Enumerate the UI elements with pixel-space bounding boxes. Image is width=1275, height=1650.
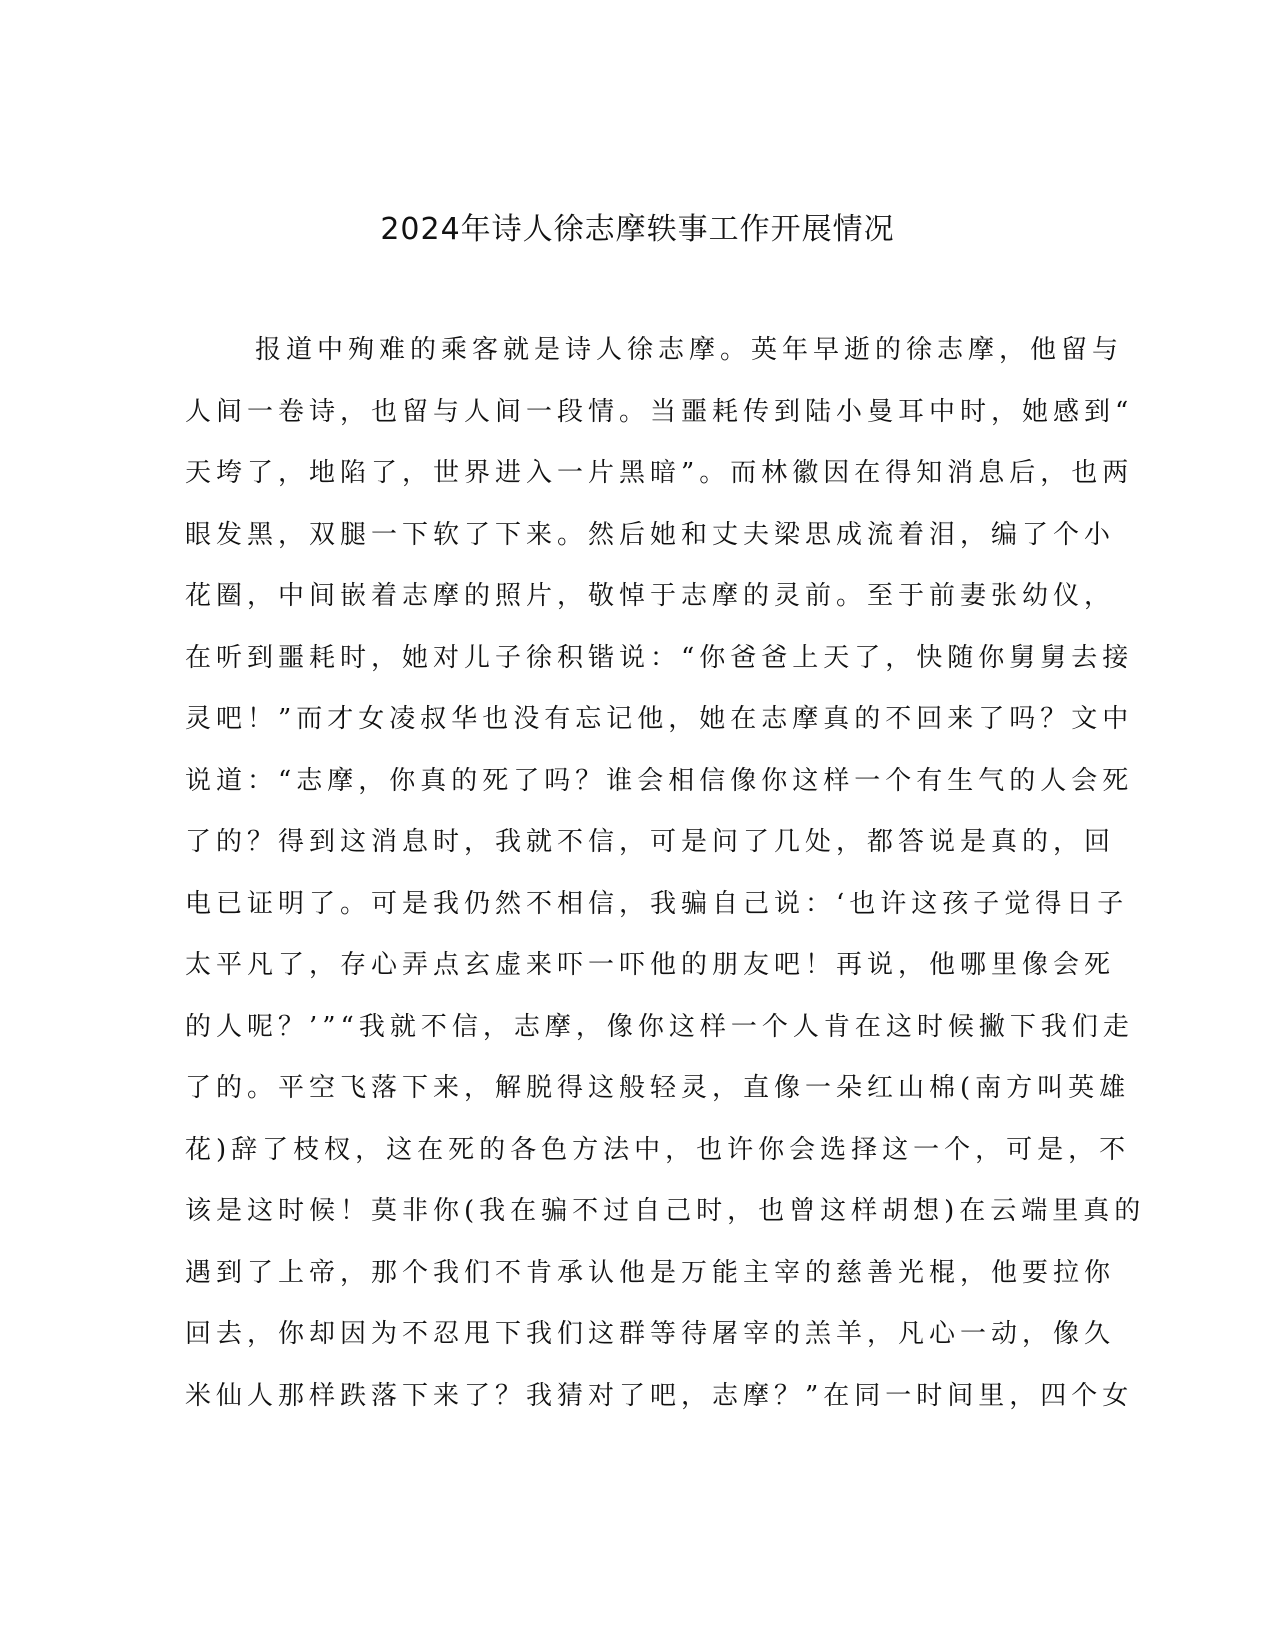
text-line: 在听到噩耗时，她对儿子徐积锴说：“你爸爸上天了，快随你舅舅去接	[185, 642, 1134, 673]
text-line: 的人呢？’”“我就不信，志摩，像你这样一个人肯在这时候撇下我们走	[185, 1011, 1134, 1042]
text-line: 说道：“志摩，你真的死了吗？谁会相信像你这样一个有生气的人会死	[185, 765, 1134, 796]
text-line: 回去，你却因为不忍甩下我们这群等待屠宰的羔羊，凡心一动，像久	[185, 1319, 1116, 1349]
text-line: 报道中殉难的乘客就是诗人徐志摩。英年早逝的徐志摩，他留与	[255, 335, 1124, 365]
text-line: 太平凡了，存心弄点玄虚来吓一吓他的朋友吧！再说，他哪里像会死	[185, 950, 1116, 980]
text-line: 眼发黑，双腿一下软了下来。然后她和丈夫梁思成流着泪，编了个小	[185, 519, 1116, 550]
text-line: 了的？得到这消息时，我就不信，可是问了几处，都答说是真的，回	[185, 827, 1116, 857]
text-line: 花圈，中间嵌着志摩的照片，敬悼于志摩的灵前。至于前妻张幼仪，	[185, 581, 1116, 611]
text-line: 灵吧！”而才女凌叔华也没有忘记他，她在志摩真的不回来了吗？文中	[185, 704, 1134, 734]
text-line: 遇到了上帝，那个我们不肯承认他是万能主宰的慈善光棍，他要拉你	[185, 1257, 1116, 1288]
text-line: 花)辞了枝杈，这在死的各色方法中，也许你会选择这一个，可是，不	[185, 1134, 1131, 1165]
page-title: 2024年诗人徐志摩轶事工作开展情况	[380, 212, 895, 247]
text-line: 电已证明了。可是我仍然不相信，我骗自己说：‘也许这孩子觉得日子	[185, 888, 1129, 919]
text-line: 该是这时候！莫非你(我在骗不过自己时，也曾这样胡想)在云端里真的	[185, 1196, 1146, 1226]
body-paragraph	[185, 330, 1146, 1437]
text-line: 了的。平空飞落下来，解脱得这般轻灵，直像一朵红山棉(南方叫英雄	[185, 1073, 1131, 1103]
text-line: 天垮了，地陷了，世界进入一片黑暗”。而林徽因在得知消息后，也两	[185, 458, 1134, 488]
text-line: 人间一卷诗，也留与人间一段情。当噩耗传到陆小曼耳中时，她感到“	[185, 396, 1134, 427]
text-line: 米仙人那样跌落下来了？我猜对了吧，志摩？”在同一时间里，四个女	[185, 1380, 1134, 1411]
